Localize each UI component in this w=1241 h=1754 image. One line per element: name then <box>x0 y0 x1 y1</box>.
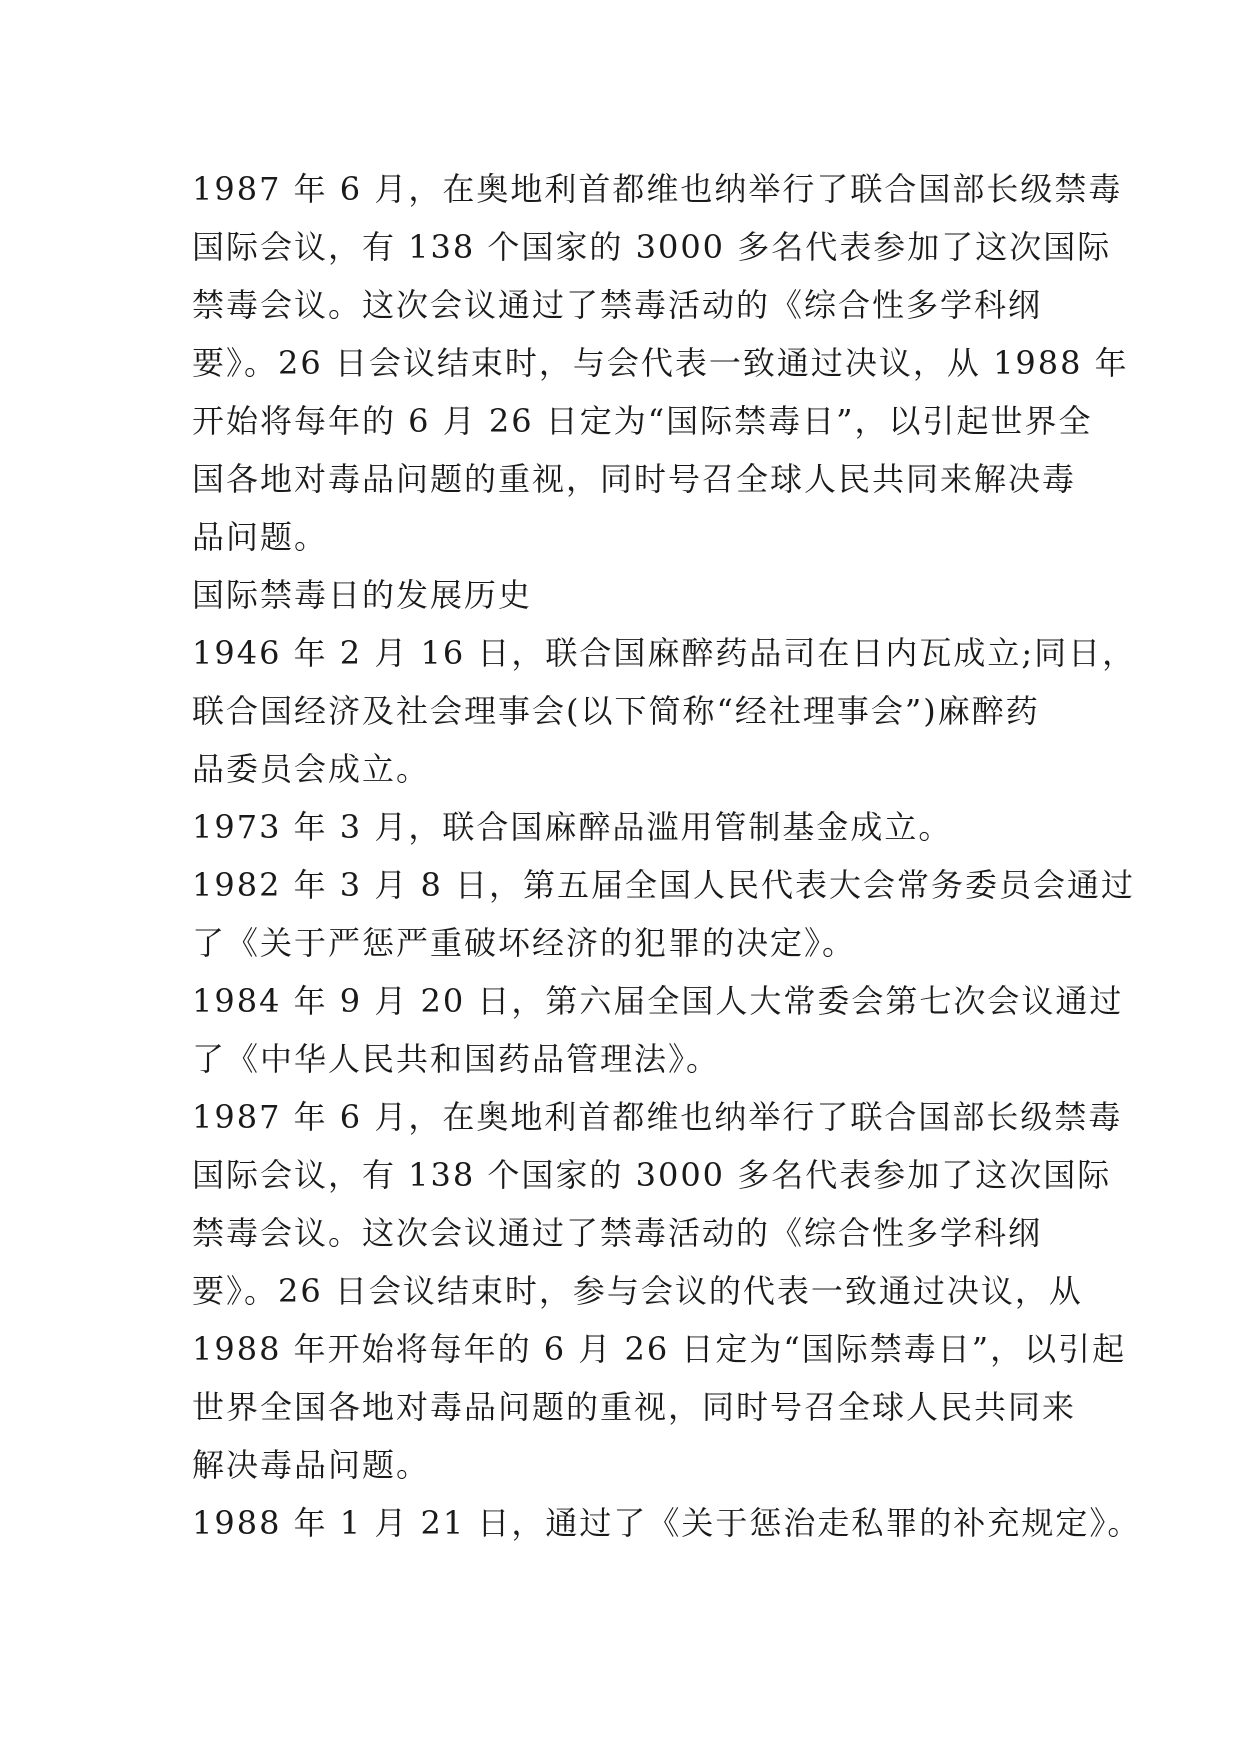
text-line: 1988 年开始将每年的 6 月 26 日定为“国际禁毒日”，以引起 <box>192 1330 1127 1368</box>
text-line: 开始将每年的 6 月 26 日定为“国际禁毒日”，以引起世界全 <box>192 402 1093 440</box>
text-line: 1982 年 3 月 8 日，第五届全国人民代表大会常务委员会通过 <box>192 866 1136 904</box>
text-line: 品问题。 <box>192 518 329 556</box>
text-line: 国际会议，有 138 个国家的 3000 多名代表参加了这次国际 <box>192 1156 1112 1194</box>
text-line: 1988 年 1 月 21 日，通过了《关于惩治走私罪的补充规定》。 <box>192 1504 1142 1542</box>
text-line: 1987 年 6 月，在奥地利首都维也纳举行了联合国部长级禁毒 <box>192 1098 1123 1136</box>
text-line: 要》。26 日会议结束时，参与会议的代表一致通过决议，从 <box>192 1272 1083 1310</box>
text-line: 1973 年 3 月，联合国麻醉品滥用管制基金成立。 <box>192 808 953 846</box>
text-line: 禁毒会议。这次会议通过了禁毒活动的《综合性多学科纲 <box>192 286 1043 324</box>
text-line: 1984 年 9 月 20 日，第六届全国人大常委会第七次会议通过 <box>192 982 1124 1020</box>
text-line: 了《中华人民共和国药品管理法》。 <box>192 1040 721 1078</box>
text-line: 联合国经济及社会理事会(以下简称“经社理事会”)麻醉药 <box>192 692 1040 730</box>
text-line: 世界全国各地对毒品问题的重视，同时号召全球人民共同来 <box>192 1388 1077 1426</box>
section-heading: 国际禁毒日的发展历史 <box>192 576 533 614</box>
text-line: 要》。26 日会议结束时，与会代表一致通过决议，从 1988 年 <box>192 344 1129 382</box>
text-line: 1946 年 2 月 16 日，联合国麻醉药品司在日内瓦成立;同日， <box>192 634 1137 672</box>
text-line: 1987 年 6 月，在奥地利首都维也纳举行了联合国部长级禁毒 <box>192 170 1123 208</box>
document-body <box>192 160 1142 1552</box>
text-line: 了《关于严惩严重破坏经济的犯罪的决定》。 <box>192 924 857 962</box>
text-line: 国各地对毒品问题的重视，同时号召全球人民共同来解决毒 <box>192 460 1077 498</box>
text-line: 国际会议，有 138 个国家的 3000 多名代表参加了这次国际 <box>192 228 1112 266</box>
text-line: 解决毒品问题。 <box>192 1446 431 1484</box>
text-line: 品委员会成立。 <box>192 750 431 788</box>
text-line: 禁毒会议。这次会议通过了禁毒活动的《综合性多学科纲 <box>192 1214 1043 1252</box>
